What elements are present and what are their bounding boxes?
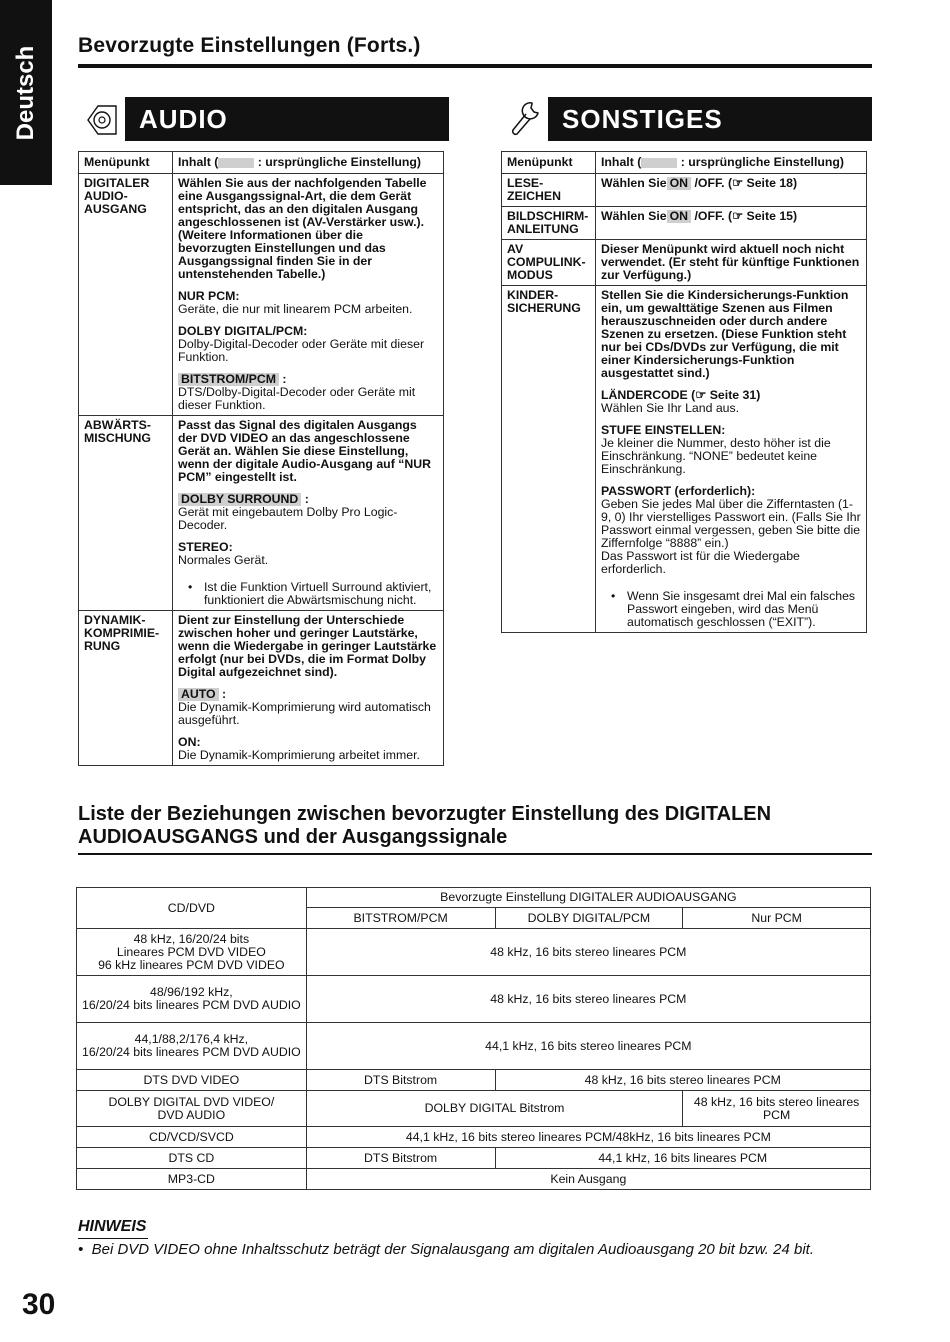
relationship-table xyxy=(76,887,871,1190)
output-cell: DTS Bitstrom xyxy=(306,1070,495,1091)
table-row xyxy=(502,286,867,633)
output-cell: 48 kHz, 16 bits stereo lineares PCM xyxy=(306,929,870,976)
setting-group-header: Bevorzugte Einstellung DIGITALER AUDIOAUSGANG xyxy=(306,888,870,908)
menu-item-content: Dieser Menüpunkt wird aktuell noch nicht verwendet. (Er steht für künftige Funktionen zur Verfügung.) xyxy=(596,240,867,286)
table-row xyxy=(79,611,444,766)
table-row xyxy=(502,207,867,240)
table-row xyxy=(77,929,871,976)
language-tab xyxy=(0,0,52,185)
menu-item-content: Stellen Sie die Kindersicherungs-Funktion ein, um gewalttätige Szenen aus Filmen herauszuschneiden oder durch andere Szenen zu ersetzen. (Diese Funktion steht nur bei CDs/DVDs zur Verfügung, die mit einer Kindersicherungs-Funktion ausgestattet sind.) LÄNDERCODE (☞ Seite 31) Wählen Sie Ihr Land aus. STUFE EINSTELLEN: Je kleiner die Nummer, desto höher ist die Einschränkung. “NONE” bedeutet keine Einschränkung. PASSWORT (erforderlich): Geben Sie jedes Mal über die Zifferntasten (1-9, 0) Ihr vierstelliges Passwort ein. (Falls Sie Ihr Passwort einmal vergessen, geben Sie bitte die Ziffernfolge “8888” ein.) Das Passwort ist für die Wiedergabe erforderlich. • Wenn Sie insgesamt drei Mal ein falsches Passwort eingeben, wird das Menü automatisch geschlossen (“EXIT”). xyxy=(596,286,867,633)
table-row xyxy=(79,174,444,416)
menu-item-content: Wählen Sie ON /OFF. (☞ Seite 15) xyxy=(596,207,867,240)
output-cell: 44,1 kHz, 16 bits stereo lineares PCM xyxy=(306,1023,870,1070)
dolby-column-header: DOLBY DIGITAL/PCM xyxy=(495,908,683,929)
menu-item-content: Dient zur Einstellung der Unterschiede zwischen hoher und geringer Lautstärke, wenn die Wiedergabe in geringer Lautstärke erfolgt (nur bei DVDs, die im Format Dolby Digital aufgezeichnet sind). AUTO : Die Dynamik-Komprimierung wird automatisch ausgeführt. ON: Die Dynamik-Komprimierung arbeitet immer. xyxy=(173,611,444,766)
sonstiges-table xyxy=(501,151,867,633)
source-cell: DTS DVD VIDEO xyxy=(77,1070,307,1091)
nurpcm-column-header: Nur PCM xyxy=(683,908,871,929)
bitstrom-column-header: BITSTROM/PCM xyxy=(306,908,495,929)
page-reference-icon: ☞ xyxy=(732,176,744,190)
note-text: • Bei DVD VIDEO ohne Inhaltsschutz beträgt der Signalausgang am digitalen Audioausgang 20 bit bzw. 24 bit. xyxy=(78,1241,814,1258)
page-reference-icon: ☞ xyxy=(695,388,707,402)
source-cell: 44,1/88,2/176,4 kHz, 16/20/24 bits lineares PCM DVD AUDIO xyxy=(77,1023,307,1070)
output-cell: DTS Bitstrom xyxy=(306,1148,495,1169)
menu-item-content: Wählen Sie ON /OFF. (☞ Seite 18) xyxy=(596,174,867,207)
source-cell: MP3-CD xyxy=(77,1169,307,1190)
source-cell: 48 kHz, 16/20/24 bits Lineares PCM DVD VIDEO 96 kHz lineares PCM DVD VIDEO xyxy=(77,929,307,976)
relationship-rule xyxy=(78,853,872,855)
output-cell: 48 kHz, 16 bits stereo lineares PCM xyxy=(306,976,870,1023)
note-title-underline xyxy=(78,1238,148,1239)
source-column-header: CD/DVD xyxy=(77,888,307,929)
source-cell: 48/96/192 kHz, 16/20/24 bits lineares PCM DVD AUDIO xyxy=(77,976,307,1023)
output-cell: 48 kHz, 16 bits stereo lineares PCM xyxy=(683,1091,871,1127)
output-cell: 44,1 kHz, 16 bits lineares PCM xyxy=(495,1148,870,1169)
note-title: HINWEIS xyxy=(78,1218,147,1235)
content-column-header: Inhalt ( : ursprüngliche Einstellung) xyxy=(173,152,444,174)
page-reference-icon: ☞ xyxy=(732,209,744,223)
menu-item-downmix: ABWÄRTS-MISCHUNG xyxy=(79,416,173,611)
table-row xyxy=(77,888,871,908)
sonstiges-section-title: SONSTIGES xyxy=(548,97,872,141)
output-cell: Kein Ausgang xyxy=(306,1169,870,1190)
menu-item-bookmark: LESE-ZEICHEN xyxy=(502,174,596,207)
menu-item-content: Passt das Signal des digitalen Ausgangs der DVD VIDEO an das angeschlossene Gerät an. Wählen Sie diese Einstellung, wenn der digitale Audio-Ausgang auf “NUR PCM” eingestellt ist. DOLBY SURROUND : Gerät mit eingebautem Dolby Pro Logic-Decoder. STEREO: Normales Gerät. • Ist die Funktion Virtuell Surround aktiviert, funktioniert die Abwärtsmischung nicht. xyxy=(173,416,444,611)
default-marker xyxy=(218,158,254,168)
heading-rule xyxy=(78,64,872,68)
table-row xyxy=(77,1148,871,1169)
output-cell: 48 kHz, 16 bits stereo lineares PCM xyxy=(495,1070,870,1091)
table-row xyxy=(77,1169,871,1190)
menu-column-header: Menüpunkt xyxy=(79,152,173,174)
output-cell: DOLBY DIGITAL Bitstrom xyxy=(306,1091,683,1127)
table-row xyxy=(502,240,867,286)
content-column-header: Inhalt ( : ursprüngliche Einstellung) xyxy=(596,152,867,174)
table-row xyxy=(77,1091,871,1127)
table-row xyxy=(77,976,871,1023)
menu-item-av-compulink: AV COMPULINK-MODUS xyxy=(502,240,596,286)
table-header-row xyxy=(502,152,867,174)
table-row xyxy=(77,1127,871,1148)
language-tab-label: Deutsch xyxy=(12,45,39,140)
default-option-chip: ON xyxy=(667,210,691,223)
table-row xyxy=(502,174,867,207)
wrench-icon xyxy=(508,100,542,138)
table-row xyxy=(77,1023,871,1070)
audio-table xyxy=(78,151,444,766)
default-option-chip: ON xyxy=(667,177,691,190)
relationship-heading: Liste der Beziehungen zwischen bevorzugter Einstellung des DIGITALEN AUDIOAUSGANGS und der Ausgangssignale xyxy=(78,803,772,848)
menu-item-digital-output: DIGITALER AUDIO-AUSGANG xyxy=(79,174,173,416)
source-cell: DOLBY DIGITAL DVD VIDEO/ DVD AUDIO xyxy=(77,1091,307,1127)
source-cell: CD/VCD/SVCD xyxy=(77,1127,307,1148)
disc-icon xyxy=(80,103,118,137)
source-cell: DTS CD xyxy=(77,1148,307,1169)
menu-item-content: Wählen Sie aus der nachfolgenden Tabelle eine Ausgangssignal-Art, die dem Gerät entspricht, das an den digitalen Ausgang angeschlossenen ist (AV-Verstärker usw.). (Weitere Informationen über die bevorzugten Einstellungen und das Ausgangssignal finden Sie in der untenstehenden Tabelle.) NUR PCM: Geräte, die nur mit linearem PCM arbeiten. DOLBY DIGITAL/PCM: Dolby-Digital-Decoder oder Geräte mit dieser Funktion. BITSTROM/PCM : DTS/Dolby-Digital-Decoder oder Geräte mit dieser Funktion. xyxy=(173,174,444,416)
table-row xyxy=(77,1070,871,1091)
default-option-chip: BITSTROM/PCM xyxy=(178,373,279,386)
menu-item-parental-lock: KINDER-SICHERUNG xyxy=(502,286,596,633)
default-option-chip: DOLBY SURROUND xyxy=(178,493,301,506)
menu-column-header: Menüpunkt xyxy=(502,152,596,174)
menu-item-on-screen-guide: BILDSCHIRM-ANLEITUNG xyxy=(502,207,596,240)
page-heading: Bevorzugte Einstellungen (Forts.) xyxy=(78,34,421,57)
table-header-row xyxy=(79,152,444,174)
table-row xyxy=(79,416,444,611)
page-number: 30 xyxy=(22,1288,56,1321)
default-option-chip: AUTO xyxy=(178,688,219,701)
output-cell: 44,1 kHz, 16 bits stereo lineares PCM/48kHz, 16 bits lineares PCM xyxy=(306,1127,870,1148)
audio-section-title: AUDIO xyxy=(125,97,449,141)
default-marker xyxy=(641,158,677,168)
menu-item-compression: DYNAMIK-KOMPRIMIE-RUNG xyxy=(79,611,173,766)
